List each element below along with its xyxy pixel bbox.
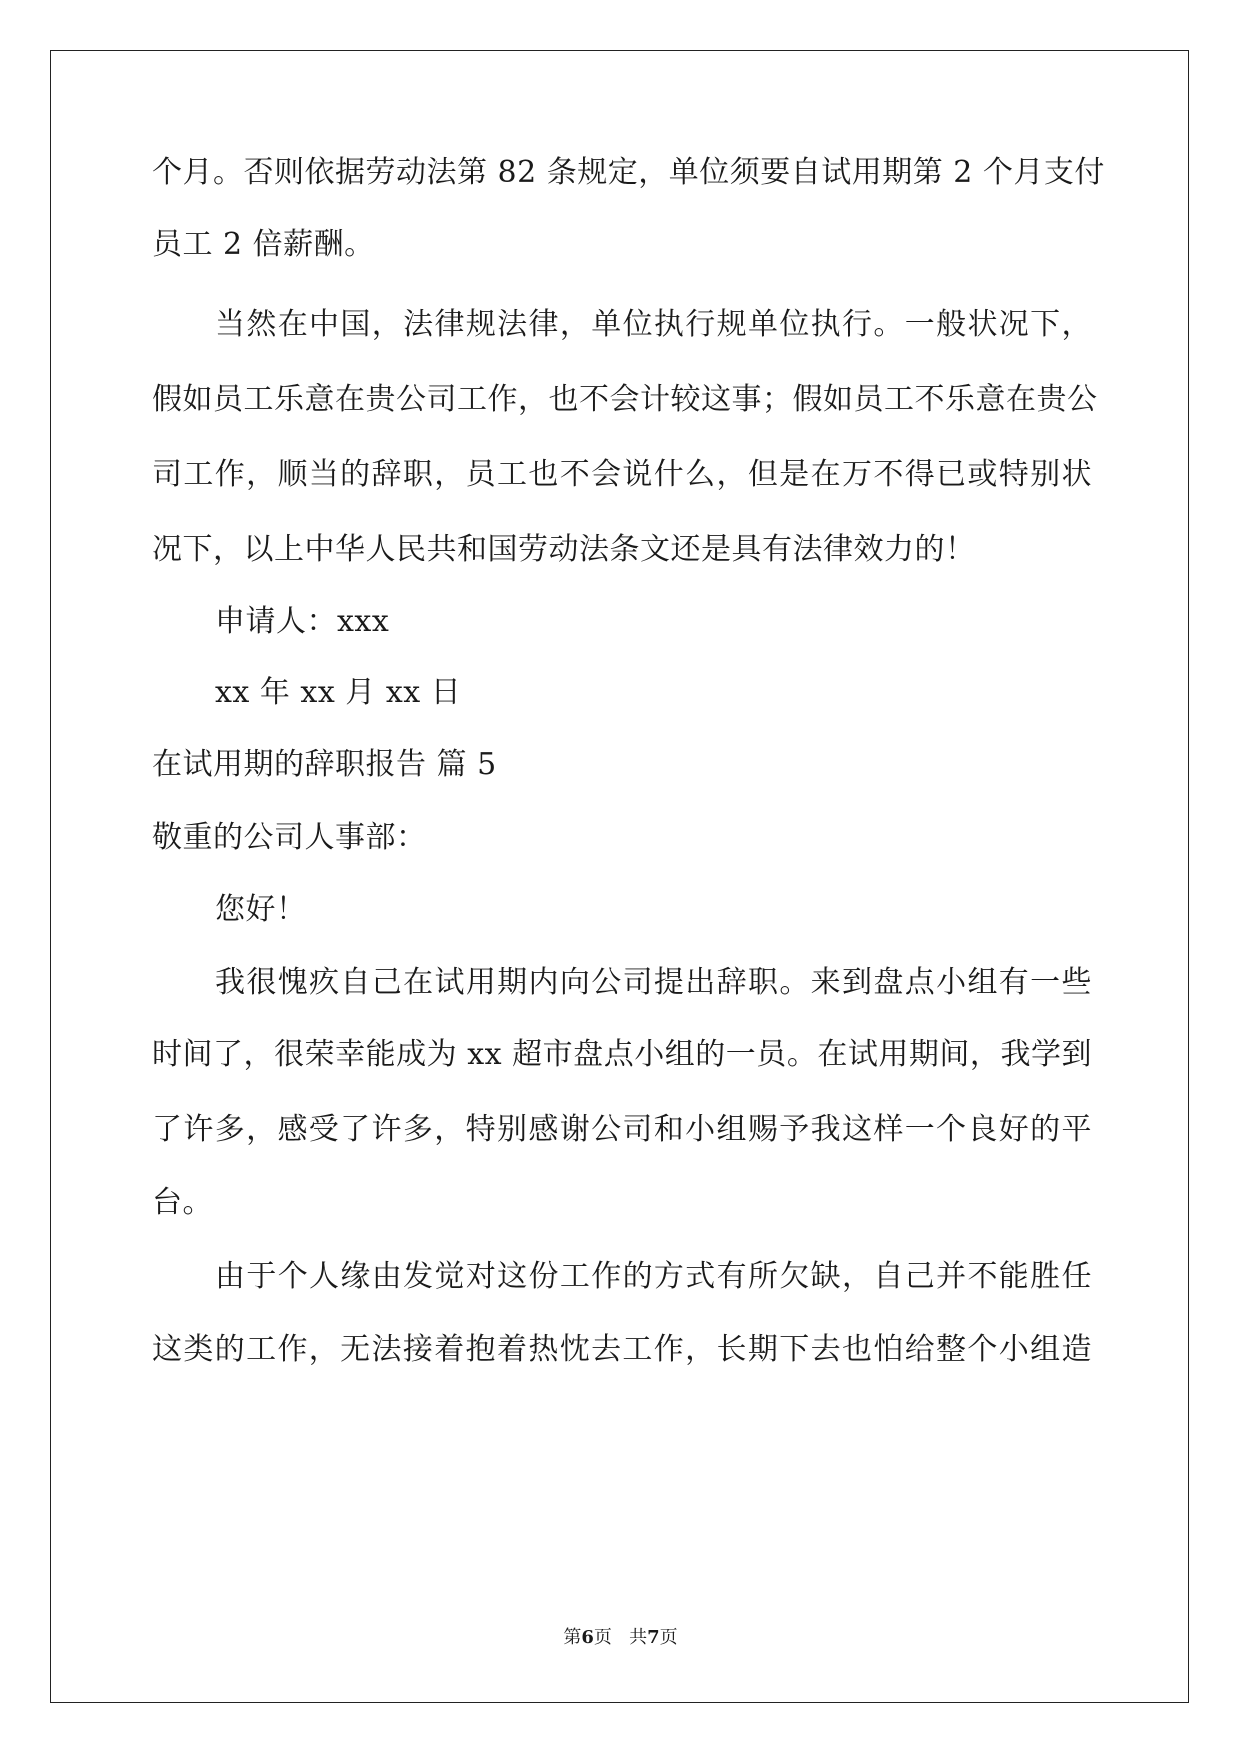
page-footer bbox=[0, 1626, 1241, 1650]
page-border bbox=[50, 50, 1189, 1703]
paragraph-line: 司工作，顺当的辞职，员工也不会说什么，但是在万不得已或特别状 bbox=[152, 457, 1092, 492]
paragraph-line: 我很愧疚自己在试用期内向公司提出辞职。来到盘点小组有一些 bbox=[215, 965, 1092, 1000]
paragraph-line: 台。 bbox=[152, 1185, 213, 1220]
paragraph-line: 假如员工乐意在贵公司工作，也不会计较这事；假如员工不乐意在贵公 bbox=[152, 382, 1098, 417]
paragraph-line: 员工 2 倍薪酬。 bbox=[152, 227, 375, 262]
signature-applicant: 申请人：xxx bbox=[215, 604, 390, 639]
footer-prefix: 第 bbox=[563, 1627, 582, 1648]
footer-total-suffix: 页 bbox=[659, 1627, 678, 1648]
paragraph-line: 由于个人缘由发觉对这份工作的方式有所欠缺，自己并不能胜任 bbox=[215, 1259, 1092, 1294]
total-pages-number: 7 bbox=[647, 1627, 660, 1648]
paragraph-line: 这类的工作，无法接着抱着热忱去工作，长期下去也怕给整个小组造 bbox=[152, 1332, 1092, 1367]
paragraph-line: 个月。否则依据劳动法第 82 条规定，单位须要自试用期第 2 个月支付 bbox=[152, 155, 1105, 190]
salutation: 敬重的公司人事部： bbox=[152, 820, 427, 855]
paragraph-line: 时间了，很荣幸能成为 xx 超市盘点小组的一员。在试用期间，我学到 bbox=[152, 1037, 1092, 1072]
footer-total-prefix: 共 bbox=[629, 1627, 648, 1648]
paragraph-line: 况下，以上中华人民共和国劳动法条文还是具有法律效力的！ bbox=[152, 532, 976, 567]
section-heading: 在试用期的辞职报告 篇 5 bbox=[152, 747, 497, 782]
paragraph-line: 了许多，感受了许多，特别感谢公司和小组赐予我这样一个良好的平 bbox=[152, 1112, 1092, 1147]
greeting: 您好！ bbox=[215, 892, 307, 927]
footer-page-suffix: 页 bbox=[593, 1627, 612, 1648]
paragraph-line: 当然在中国，法律规法律，单位执行规单位执行。一般状况下， bbox=[215, 307, 1092, 342]
signature-date: xx 年 xx 月 xx 日 bbox=[215, 675, 462, 710]
current-page-number: 6 bbox=[581, 1627, 594, 1648]
